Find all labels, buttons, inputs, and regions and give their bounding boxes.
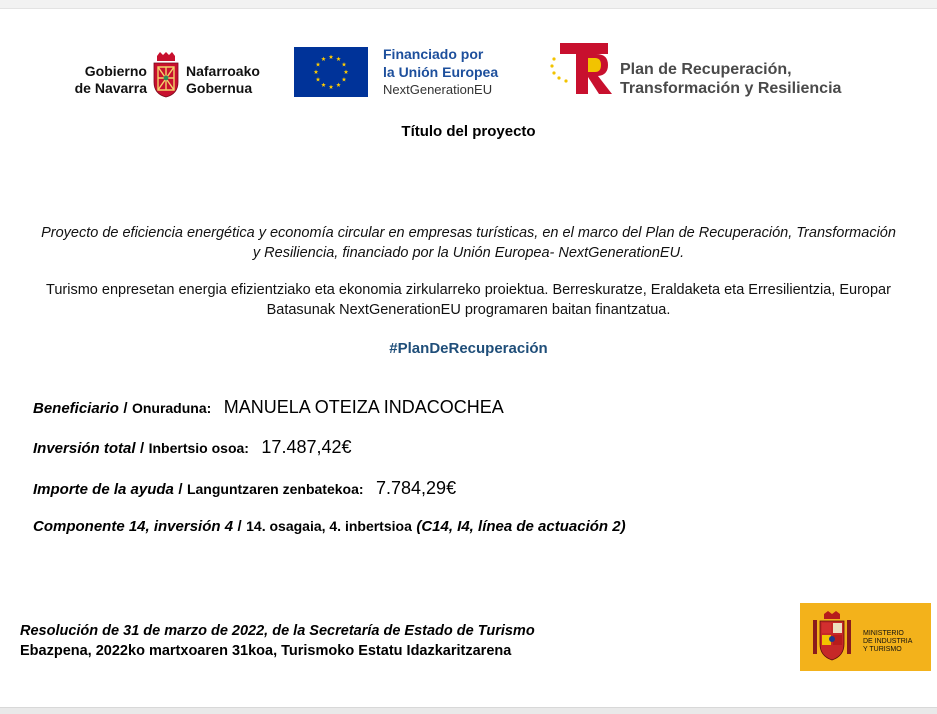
ministerio-line: DE INDUSTRIA	[863, 638, 913, 645]
eu-line: Financiado por	[383, 46, 484, 62]
field-componente	[33, 518, 626, 536]
navarra-line: de Navarra	[74, 80, 147, 96]
field-label-es: Beneficiario	[33, 400, 119, 417]
navarra-line: Gobernua	[186, 80, 253, 96]
description-spanish: Proyecto de eficiencia energética y economía circular en empresas turísticas, en el marco del Plan de Recuperación, Transformación y Resiliencia, financiado por la Unión Europea- NextGenerationEU.	[41, 225, 896, 261]
page-title: Título del proyecto	[401, 123, 536, 140]
ministerio-text	[863, 630, 912, 654]
navarra-line: Nafarroako	[186, 63, 260, 79]
field-separator: /	[178, 481, 183, 498]
prtr-logo-icon	[548, 41, 614, 96]
resolution-basque: Ebazpena, 2022ko martxoaren 31koa, Turismoko Estatu Idazkaritzarena	[20, 643, 512, 659]
field-label-eu: Onuraduna:	[131, 400, 212, 416]
eu-flag-icon	[294, 47, 368, 97]
coat-of-arms-icon	[810, 610, 854, 664]
field-suffix: (C14, I4, línea de actuación 2)	[416, 518, 626, 535]
ministerio-line: Y TURISMO	[863, 646, 902, 653]
field-label-es: Componente 14, inversión 4	[33, 518, 234, 535]
field-label-es: Importe de la ayuda	[33, 481, 174, 498]
ministerio-logo	[800, 603, 931, 671]
prtr-line: Transformación y Resiliencia	[620, 80, 842, 97]
field-value: MANUELA OTEIZA INDACOCHEA	[223, 397, 504, 417]
field-label-eu: 14. osagaia, 4. inbertsioa	[246, 518, 412, 534]
navarra-text-es	[70, 63, 147, 97]
description-basque: Turismo enpresetan energia efizientziako eta ekonomia zirkularreko proiektua. Berreskuratze, Eraldaketa eta Erresilientzia, Europar Batasunak NextGenerationEU programaren baitan finantzatua.	[46, 282, 891, 318]
prtr-text	[620, 60, 880, 98]
prtr-line: Plan de Recuperación,	[620, 61, 792, 78]
field-value: 17.487,42€	[261, 437, 352, 457]
field-inversion	[33, 437, 352, 458]
field-label-es: Inversión total	[33, 440, 136, 457]
eu-funding-text	[383, 45, 523, 98]
ministerio-line: MINISTERIO	[863, 630, 904, 637]
eu-line: la Unión Europea	[383, 64, 499, 80]
navarra-logo	[70, 52, 270, 98]
hashtag: #PlanDeRecuperación	[389, 340, 548, 357]
field-separator: /	[139, 440, 145, 457]
field-label-eu: Languntzaren zenbatekoa:	[186, 481, 364, 497]
field-value: 7.784,29€	[376, 478, 457, 498]
field-ayuda	[33, 478, 456, 499]
field-beneficiario	[33, 397, 504, 418]
eu-line: NextGenerationEU	[383, 82, 493, 97]
field-separator: /	[123, 400, 128, 417]
resolution-spanish: Resolución de 31 de marzo de 2022, de la Secretaría de Estado de Turismo	[20, 623, 535, 639]
navarra-text-eu	[186, 63, 276, 97]
navarra-line: Gobierno	[84, 63, 147, 79]
field-label-eu: Inbertsio osoa:	[148, 440, 249, 456]
field-separator: /	[237, 518, 242, 535]
navarra-shield-icon	[151, 52, 181, 98]
top-edge	[0, 0, 937, 9]
